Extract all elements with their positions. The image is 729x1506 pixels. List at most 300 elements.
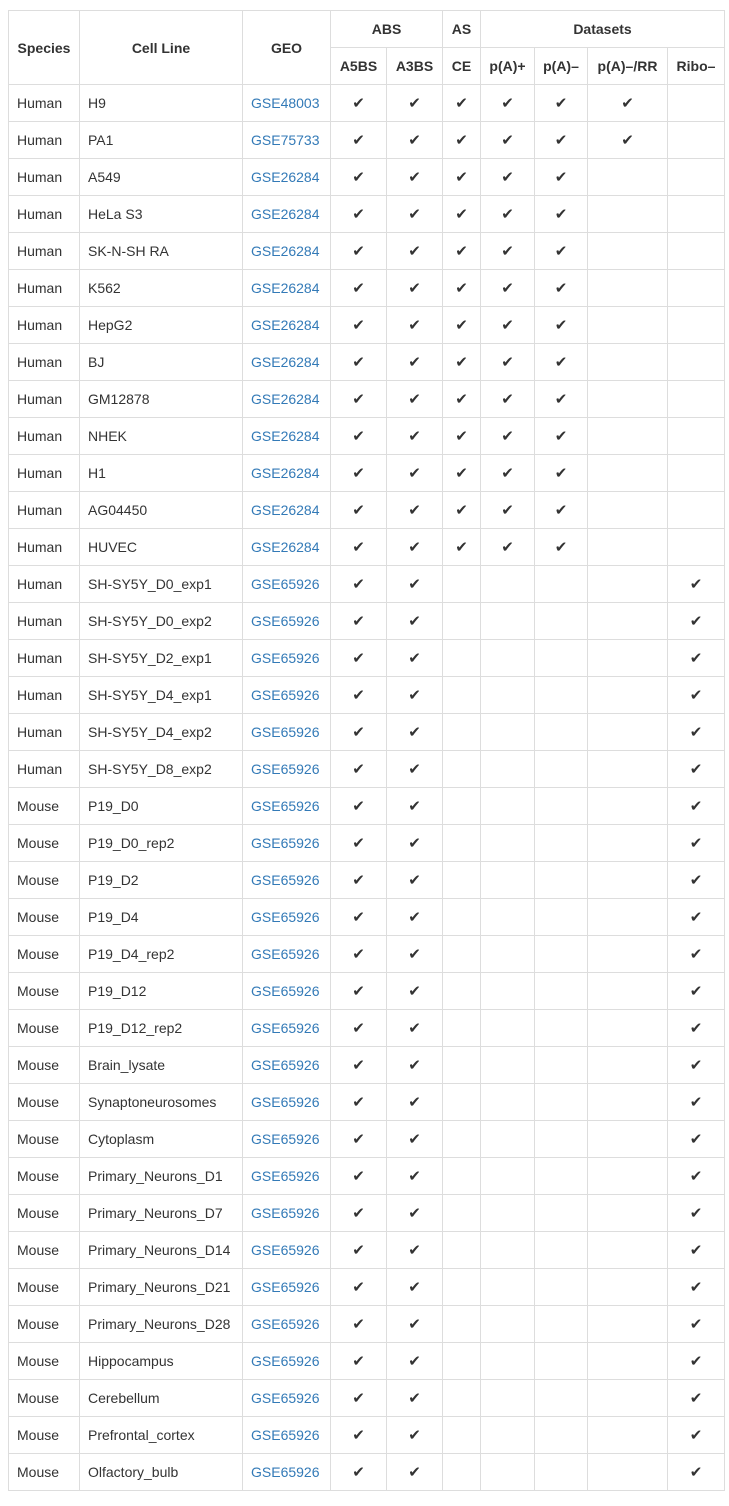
species-cell: Mouse	[9, 1195, 80, 1232]
species-cell: Mouse	[9, 1417, 80, 1454]
geo-cell	[243, 603, 331, 640]
species-cell: Human	[9, 714, 80, 751]
check-icon: ✔	[408, 280, 421, 297]
flag-cell-a3bs	[387, 1047, 443, 1084]
col-header-pa-minus: p(A)–	[535, 48, 588, 85]
geo-link[interactable]: GSE26284	[251, 243, 320, 259]
geo-cell	[243, 1121, 331, 1158]
flag-cell-pa-plus	[481, 270, 535, 307]
check-icon: ✔	[352, 650, 365, 667]
geo-cell	[243, 1232, 331, 1269]
geo-link[interactable]: GSE26284	[251, 169, 320, 185]
geo-link[interactable]: GSE75733	[251, 132, 320, 148]
flag-cell-ce	[443, 1417, 481, 1454]
flag-cell-pa-plus	[481, 936, 535, 973]
flag-cell-pa-minus-rr	[588, 1380, 668, 1417]
flag-cell-pa-plus	[481, 1454, 535, 1491]
check-icon: ✔	[408, 835, 421, 852]
geo-link[interactable]: GSE65926	[251, 1353, 320, 1369]
species-cell: Mouse	[9, 1232, 80, 1269]
species-cell: Mouse	[9, 1084, 80, 1121]
flag-cell-a3bs	[387, 899, 443, 936]
flag-cell-pa-minus-rr	[588, 122, 668, 159]
flag-cell-pa-plus	[481, 1010, 535, 1047]
flag-cell-pa-minus-rr	[588, 1232, 668, 1269]
flag-cell-pa-minus-rr	[588, 270, 668, 307]
table-row	[9, 344, 725, 381]
flag-cell-pa-plus	[481, 233, 535, 270]
group-header-abs: ABS	[331, 11, 443, 48]
check-icon: ✔	[689, 650, 703, 667]
flag-cell-pa-minus-rr	[588, 344, 668, 381]
check-icon: ✔	[352, 576, 365, 593]
flag-cell-ribo-minus	[668, 788, 725, 825]
table-row	[9, 159, 725, 196]
col-header-cell-line: Cell Line	[80, 11, 243, 85]
flag-cell-ribo-minus	[668, 1121, 725, 1158]
check-icon: ✔	[501, 354, 514, 371]
flag-cell-ribo-minus	[668, 455, 725, 492]
cell-line-cell: NHEK	[80, 418, 243, 455]
check-icon: ✔	[408, 243, 421, 260]
geo-cell	[243, 1158, 331, 1195]
geo-link[interactable]: GSE65926	[251, 613, 320, 629]
flag-cell-pa-minus	[535, 1047, 588, 1084]
flag-cell-a5bs	[331, 1121, 387, 1158]
flag-cell-ribo-minus	[668, 1195, 725, 1232]
geo-link[interactable]: GSE65926	[251, 872, 320, 888]
check-icon: ✔	[408, 391, 421, 408]
flag-cell-ce	[443, 85, 481, 122]
flag-cell-pa-plus	[481, 1121, 535, 1158]
flag-cell-pa-minus-rr	[588, 566, 668, 603]
flag-cell-a3bs	[387, 1380, 443, 1417]
check-icon: ✔	[352, 761, 365, 778]
flag-cell-ribo-minus	[668, 418, 725, 455]
flag-cell-pa-minus-rr	[588, 1084, 668, 1121]
species-cell: Human	[9, 529, 80, 566]
flag-cell-a3bs	[387, 973, 443, 1010]
flag-cell-pa-minus	[535, 862, 588, 899]
geo-link[interactable]: GSE26284	[251, 206, 320, 222]
flag-cell-pa-minus	[535, 85, 588, 122]
table-row	[9, 492, 725, 529]
flag-cell-a3bs	[387, 307, 443, 344]
flag-cell-pa-plus	[481, 455, 535, 492]
geo-cell	[243, 270, 331, 307]
flag-cell-a5bs	[331, 344, 387, 381]
geo-link[interactable]: GSE65926	[251, 724, 320, 740]
flag-cell-pa-minus	[535, 1306, 588, 1343]
check-icon: ✔	[554, 354, 568, 371]
flag-cell-a5bs	[331, 751, 387, 788]
flag-cell-pa-minus	[535, 1195, 588, 1232]
cell-line-cell: A549	[80, 159, 243, 196]
species-cell: Human	[9, 122, 80, 159]
check-icon: ✔	[352, 243, 365, 260]
geo-link[interactable]: GSE65926	[251, 1168, 320, 1184]
geo-cell	[243, 788, 331, 825]
flag-cell-pa-minus-rr	[588, 1195, 668, 1232]
flag-cell-a5bs	[331, 381, 387, 418]
geo-link[interactable]: GSE65926	[251, 1464, 320, 1480]
flag-cell-pa-minus	[535, 233, 588, 270]
table-row	[9, 1232, 725, 1269]
flag-cell-pa-minus-rr	[588, 936, 668, 973]
col-header-ribo-minus: Ribo–	[668, 48, 725, 85]
flag-cell-a5bs	[331, 307, 387, 344]
check-icon: ✔	[408, 650, 421, 667]
group-header-as: AS	[443, 11, 481, 48]
flag-cell-ribo-minus	[668, 1417, 725, 1454]
check-icon: ✔	[408, 1094, 421, 1111]
geo-cell	[243, 1417, 331, 1454]
flag-cell-pa-minus	[535, 788, 588, 825]
check-icon: ✔	[689, 1131, 703, 1148]
flag-cell-pa-plus	[481, 566, 535, 603]
geo-link[interactable]: GSE26284	[251, 465, 320, 481]
geo-link[interactable]: GSE65926	[251, 1242, 320, 1258]
check-icon: ✔	[455, 169, 468, 186]
cell-line-cell: HeLa S3	[80, 196, 243, 233]
flag-cell-ce	[443, 529, 481, 566]
flag-cell-a5bs	[331, 85, 387, 122]
geo-link[interactable]: GSE48003	[251, 95, 320, 111]
geo-cell	[243, 899, 331, 936]
flag-cell-pa-minus	[535, 1232, 588, 1269]
table-row	[9, 418, 725, 455]
flag-cell-pa-minus	[535, 751, 588, 788]
check-icon: ✔	[455, 391, 468, 408]
flag-cell-ribo-minus	[668, 640, 725, 677]
check-icon: ✔	[352, 317, 365, 334]
check-icon: ✔	[455, 132, 468, 149]
species-cell: Mouse	[9, 862, 80, 899]
geo-cell	[243, 640, 331, 677]
check-icon: ✔	[408, 1205, 421, 1222]
geo-link[interactable]: GSE65926	[251, 576, 320, 592]
check-icon: ✔	[501, 206, 514, 223]
check-icon: ✔	[501, 391, 514, 408]
cell-line-cell: Cytoplasm	[80, 1121, 243, 1158]
flag-cell-a5bs	[331, 196, 387, 233]
flag-cell-pa-minus	[535, 566, 588, 603]
check-icon: ✔	[455, 280, 468, 297]
cell-line-cell: P19_D12_rep2	[80, 1010, 243, 1047]
check-icon: ✔	[689, 835, 703, 852]
check-icon: ✔	[352, 1427, 365, 1444]
geo-link[interactable]: GSE26284	[251, 502, 320, 518]
check-icon: ✔	[408, 1390, 421, 1407]
flag-cell-pa-plus	[481, 529, 535, 566]
check-icon: ✔	[501, 132, 514, 149]
check-icon: ✔	[352, 613, 365, 630]
flag-cell-a5bs	[331, 1343, 387, 1380]
geo-link[interactable]: GSE65926	[251, 1094, 320, 1110]
flag-cell-pa-plus	[481, 1343, 535, 1380]
flag-cell-ce	[443, 1158, 481, 1195]
cell-line-cell: SH-SY5Y_D4_exp1	[80, 677, 243, 714]
flag-cell-ribo-minus	[668, 1343, 725, 1380]
check-icon: ✔	[689, 1316, 703, 1333]
flag-cell-a5bs	[331, 159, 387, 196]
flag-cell-pa-plus	[481, 381, 535, 418]
species-cell: Mouse	[9, 825, 80, 862]
flag-cell-ce	[443, 270, 481, 307]
check-icon: ✔	[455, 206, 468, 223]
check-icon: ✔	[352, 835, 365, 852]
geo-cell	[243, 1343, 331, 1380]
table-row	[9, 1158, 725, 1195]
flag-cell-a5bs	[331, 825, 387, 862]
cell-line-cell: P19_D2	[80, 862, 243, 899]
cell-line-cell: P19_D4	[80, 899, 243, 936]
check-icon: ✔	[689, 909, 703, 926]
flag-cell-a5bs	[331, 233, 387, 270]
geo-cell	[243, 1269, 331, 1306]
check-icon: ✔	[408, 539, 421, 556]
flag-cell-pa-plus	[481, 1232, 535, 1269]
flag-cell-ce	[443, 1454, 481, 1491]
cell-line-cell: BJ	[80, 344, 243, 381]
flag-cell-a5bs	[331, 1084, 387, 1121]
check-icon: ✔	[352, 1279, 365, 1296]
flag-cell-ribo-minus	[668, 1269, 725, 1306]
flag-cell-pa-plus	[481, 1306, 535, 1343]
col-header-a3bs: A3BS	[387, 48, 443, 85]
species-cell: Human	[9, 603, 80, 640]
geo-link[interactable]: GSE26284	[251, 317, 320, 333]
geo-cell	[243, 122, 331, 159]
table-row	[9, 196, 725, 233]
geo-cell	[243, 418, 331, 455]
check-icon: ✔	[408, 613, 421, 630]
flag-cell-pa-plus	[481, 677, 535, 714]
geo-link[interactable]: GSE65926	[251, 1205, 320, 1221]
check-icon: ✔	[408, 502, 421, 519]
geo-link[interactable]: GSE65926	[251, 835, 320, 851]
cell-line-cell: HepG2	[80, 307, 243, 344]
flag-cell-pa-minus-rr	[588, 1047, 668, 1084]
flag-cell-pa-plus	[481, 307, 535, 344]
table-row	[9, 899, 725, 936]
flag-cell-a5bs	[331, 1306, 387, 1343]
check-icon: ✔	[408, 1316, 421, 1333]
check-icon: ✔	[352, 1057, 365, 1074]
flag-cell-a5bs	[331, 640, 387, 677]
check-icon: ✔	[689, 1057, 703, 1074]
check-icon: ✔	[689, 613, 703, 630]
flag-cell-a5bs	[331, 1047, 387, 1084]
flag-cell-a5bs	[331, 1158, 387, 1195]
species-cell: Human	[9, 455, 80, 492]
geo-link[interactable]: GSE65926	[251, 983, 320, 999]
flag-cell-ribo-minus	[668, 159, 725, 196]
flag-cell-a3bs	[387, 233, 443, 270]
flag-cell-ribo-minus	[668, 381, 725, 418]
check-icon: ✔	[352, 1390, 365, 1407]
col-header-pa-minus-rr: p(A)–/RR	[588, 48, 668, 85]
check-icon: ✔	[352, 169, 365, 186]
geo-cell	[243, 1306, 331, 1343]
check-icon: ✔	[554, 317, 568, 334]
flag-cell-pa-minus-rr	[588, 788, 668, 825]
table-row	[9, 788, 725, 825]
flag-cell-ce	[443, 418, 481, 455]
flag-cell-a5bs	[331, 973, 387, 1010]
flag-cell-pa-minus	[535, 270, 588, 307]
flag-cell-pa-minus-rr	[588, 159, 668, 196]
geo-link[interactable]: GSE26284	[251, 354, 320, 370]
species-cell: Human	[9, 381, 80, 418]
flag-cell-a3bs	[387, 85, 443, 122]
geo-link[interactable]: GSE65926	[251, 1131, 320, 1147]
table-row	[9, 862, 725, 899]
col-header-a5bs: A5BS	[331, 48, 387, 85]
geo-cell	[243, 381, 331, 418]
cell-line-cell: GM12878	[80, 381, 243, 418]
geo-link[interactable]: GSE65926	[251, 1057, 320, 1073]
geo-link[interactable]: GSE65926	[251, 761, 320, 777]
geo-link[interactable]: GSE26284	[251, 280, 320, 296]
geo-link[interactable]: GSE65926	[251, 798, 320, 814]
table-row	[9, 381, 725, 418]
flag-cell-a5bs	[331, 418, 387, 455]
table-row	[9, 973, 725, 1010]
flag-cell-pa-plus	[481, 159, 535, 196]
flag-cell-pa-minus	[535, 1454, 588, 1491]
flag-cell-pa-minus	[535, 1084, 588, 1121]
check-icon: ✔	[408, 983, 421, 1000]
check-icon: ✔	[455, 95, 468, 112]
check-icon: ✔	[554, 169, 568, 186]
table-row	[9, 1343, 725, 1380]
geo-cell	[243, 677, 331, 714]
check-icon: ✔	[554, 95, 568, 112]
cell-line-cell: Synaptoneurosomes	[80, 1084, 243, 1121]
geo-link[interactable]: GSE65926	[251, 1427, 320, 1443]
geo-link[interactable]: GSE65926	[251, 1279, 320, 1295]
geo-link[interactable]: GSE65926	[251, 909, 320, 925]
flag-cell-pa-minus-rr	[588, 455, 668, 492]
geo-cell	[243, 973, 331, 1010]
species-cell: Mouse	[9, 1010, 80, 1047]
flag-cell-ribo-minus	[668, 973, 725, 1010]
geo-cell	[243, 1047, 331, 1084]
check-icon: ✔	[408, 1427, 421, 1444]
check-icon: ✔	[352, 872, 365, 889]
check-icon: ✔	[689, 1094, 703, 1111]
flag-cell-a3bs	[387, 1010, 443, 1047]
flag-cell-pa-minus	[535, 973, 588, 1010]
species-cell: Mouse	[9, 1158, 80, 1195]
check-icon: ✔	[352, 502, 365, 519]
check-icon: ✔	[455, 243, 468, 260]
flag-cell-pa-minus	[535, 677, 588, 714]
check-icon: ✔	[455, 317, 468, 334]
cell-line-cell: Primary_Neurons_D1	[80, 1158, 243, 1195]
species-cell: Human	[9, 751, 80, 788]
check-icon: ✔	[352, 206, 365, 223]
flag-cell-ribo-minus	[668, 196, 725, 233]
flag-cell-a3bs	[387, 492, 443, 529]
species-cell: Human	[9, 270, 80, 307]
geo-cell	[243, 529, 331, 566]
flag-cell-a5bs	[331, 566, 387, 603]
check-icon: ✔	[501, 243, 514, 260]
species-cell: Human	[9, 196, 80, 233]
flag-cell-a3bs	[387, 1454, 443, 1491]
table-row	[9, 85, 725, 122]
flag-cell-ribo-minus	[668, 936, 725, 973]
header-row-1	[9, 11, 725, 48]
geo-cell	[243, 1195, 331, 1232]
species-cell: Human	[9, 159, 80, 196]
geo-link[interactable]: GSE65926	[251, 687, 320, 703]
flag-cell-ce	[443, 1195, 481, 1232]
check-icon: ✔	[554, 132, 568, 149]
species-cell: Mouse	[9, 973, 80, 1010]
geo-link[interactable]: GSE65926	[251, 1390, 320, 1406]
species-cell: Mouse	[9, 899, 80, 936]
check-icon: ✔	[689, 1390, 703, 1407]
geo-link[interactable]: GSE65926	[251, 1316, 320, 1332]
species-cell: Human	[9, 492, 80, 529]
flag-cell-pa-minus-rr	[588, 381, 668, 418]
flag-cell-pa-minus-rr	[588, 677, 668, 714]
flag-cell-pa-plus	[481, 492, 535, 529]
check-icon: ✔	[408, 95, 421, 112]
flag-cell-ribo-minus	[668, 122, 725, 159]
check-icon: ✔	[455, 539, 468, 556]
geo-cell	[243, 1084, 331, 1121]
check-icon: ✔	[408, 872, 421, 889]
cell-line-cell: H9	[80, 85, 243, 122]
flag-cell-a5bs	[331, 1010, 387, 1047]
geo-link[interactable]: GSE26284	[251, 391, 320, 407]
geo-link[interactable]: GSE65926	[251, 946, 320, 962]
check-icon: ✔	[352, 354, 365, 371]
flag-cell-a3bs	[387, 455, 443, 492]
geo-cell	[243, 307, 331, 344]
flag-cell-a3bs	[387, 196, 443, 233]
geo-link[interactable]: GSE26284	[251, 539, 320, 555]
check-icon: ✔	[689, 576, 703, 593]
flag-cell-a3bs	[387, 1343, 443, 1380]
table-body	[9, 85, 725, 1491]
flag-cell-ce	[443, 196, 481, 233]
flag-cell-ce	[443, 1343, 481, 1380]
check-icon: ✔	[352, 909, 365, 926]
geo-link[interactable]: GSE65926	[251, 1020, 320, 1036]
check-icon: ✔	[554, 465, 568, 482]
geo-link[interactable]: GSE26284	[251, 428, 320, 444]
check-icon: ✔	[352, 95, 365, 112]
geo-link[interactable]: GSE65926	[251, 650, 320, 666]
flag-cell-ce	[443, 862, 481, 899]
flag-cell-pa-minus-rr	[588, 1121, 668, 1158]
table-row	[9, 1195, 725, 1232]
cell-line-cell: Primary_Neurons_D21	[80, 1269, 243, 1306]
flag-cell-ribo-minus	[668, 233, 725, 270]
flag-cell-ribo-minus	[668, 1047, 725, 1084]
check-icon: ✔	[352, 983, 365, 1000]
flag-cell-pa-minus	[535, 529, 588, 566]
flag-cell-ribo-minus	[668, 492, 725, 529]
check-icon: ✔	[501, 502, 514, 519]
cell-line-cell: P19_D0_rep2	[80, 825, 243, 862]
check-icon: ✔	[689, 724, 703, 741]
